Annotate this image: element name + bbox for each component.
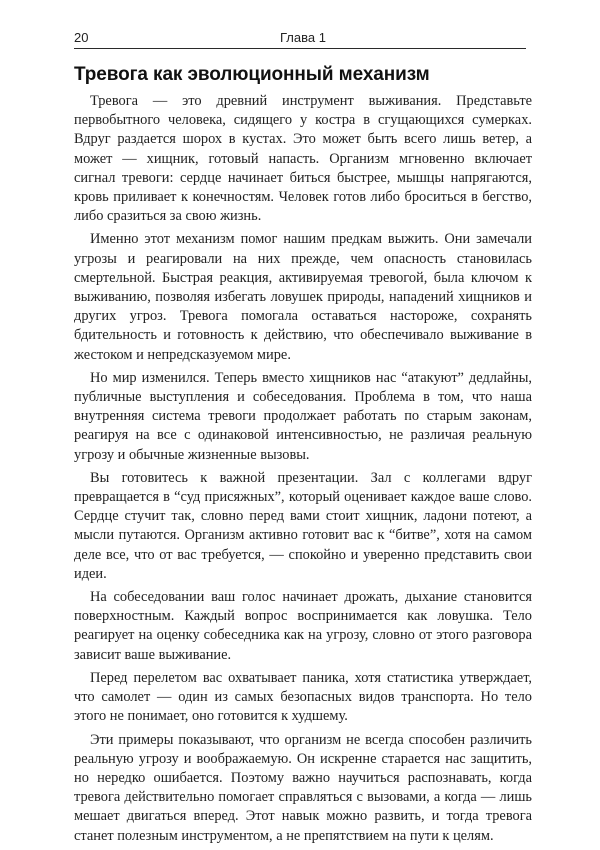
paragraph: Перед перелетом вас охватывает паника, хотя статистика утверждает, что самолет — один из самых безопасных видов транспорта. Но тело этого не понимает, оно готовится к худшему.: [74, 669, 532, 725]
paragraph: Эти примеры показывают, что организм не всегда способен различить реальную угрозу и воображаемую. Он искренне старается нас защитить, но нередко ошибается. Поэтому важно научиться распознавать, когда тревога действительно помогает справляться с вызовами, а когда — лишь мешает двигаться вперед. Этот навык можно развить, и тогда тревога станет полезным инструментом, а не препятствием на пути к целям.: [74, 731, 532, 844]
paragraph: Но мир изменился. Теперь вместо хищников нас “атакуют” дедлайны, публичные выступления и собеседования. Проблема в том, что наша внутренняя система тревоги продолжает работать по старым законам, реагируя на все с одинаковой интенсивностью, не различая реальную угрозу и обычные жизненные вызовы.: [74, 369, 532, 463]
paragraph: Тревога — это древний инструмент выживания. Представьте первобытного человека, сидящего у костра в сгущающихся сумерках. Вдруг раздается шорох в кустах. Это может быть всего лишь ветер, а может — хищник, готовый напасть. Организм мгновенно включает сигнал тревоги: сердце начинает биться быстрее, мышцы напрягаются, кровь приливает к конечностям. Человек готов либо броситься в бегство, либо сразиться за свою жизнь.: [74, 93, 532, 225]
page-number: 20: [74, 30, 89, 45]
running-header: [74, 30, 526, 49]
chapter-label: Глава 1: [280, 30, 326, 45]
paragraph: Вы готовитесь к важной презентации. Зал с коллегами вдруг превращается в “суд присяжных”, который оценивает каждое ваше слово. Сердце стучит так, словно перед вами стоит хищник, ладони потеют, а мысли путаются. Организм активно готовит вас к “битве”, хотя на самом деле все, что от вас требуется, — спокойно и уверенно представить свои идеи.: [74, 469, 532, 582]
body-text: [74, 92, 532, 850]
paragraph: Именно этот механизм помог нашим предкам выжить. Они замечали угрозы и реагировали на них прежде, чем опасность становилась смертельной. Быстрая реакция, активируемая тревогой, была ключом к выживанию, позволяя избегать ловушек природы, нападений хищников и других угроз. Тревога помогала оставаться настороже, сохранять бдительность и готовность к действию, что обеспечивало выживание в жестоком и непредсказуемом мире.: [74, 231, 532, 363]
section-title: Тревога как эволюционный механизм: [74, 64, 430, 85]
paragraph: На собеседовании ваш голос начинает дрожать, дыхание становится поверхностным. Каждый вопрос воспринимается как ловушка. Тело реагирует на оценку собеседника как на угрозу, словно от этого разговора зависит ваше выживание.: [74, 589, 532, 663]
